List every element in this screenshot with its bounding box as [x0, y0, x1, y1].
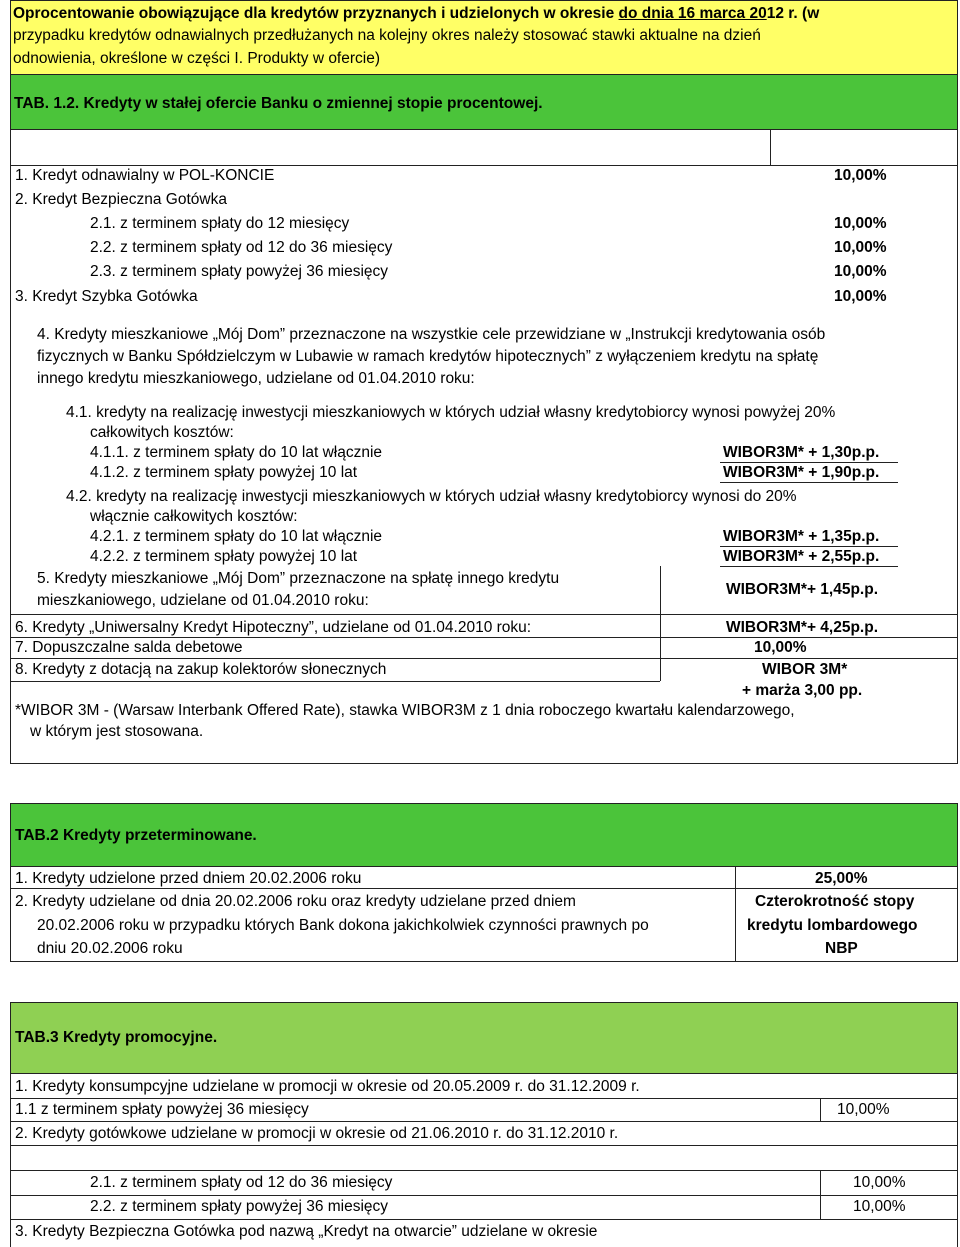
tab3-row21: 2.1. z terminem spłaty od 12 do 36 miesięcy [90, 1174, 393, 1191]
header-note-line2: przypadku kredytów odnawialnych przedłużanych na kolejny okres należy stosować stawki aktualne na dzień [13, 27, 761, 44]
tab12-item8-rate2: + marża 3,00 pp. [742, 682, 863, 699]
tab12-item42-line2: włącznie całkowitych kosztów: [90, 508, 298, 525]
tab12-row-1: 1. Kredyt odnawialny w POL-KONCIE [15, 167, 275, 184]
tab12-item5-rate: WIBOR3M*+ 1,45p.p. [726, 581, 879, 598]
tab12-row-3: 3. Kredyt Szybka Gotówka [15, 288, 198, 305]
tab12-item7: 7. Dopuszczalne salda debetowe [15, 639, 243, 656]
tab12-item422-rate: WIBOR3M* + 2,55p.p. [723, 548, 880, 565]
tab12-item8-rate1: WIBOR 3M* [762, 661, 848, 678]
tab2-row2-line2: 20.02.2006 roku w przypadku których Bank dokona jakichkolwiek czynności prawnych po [37, 917, 649, 934]
tab3-row3: 3. Kredyty Bezpieczna Gotówka pod nazwą „Kredyt na otwarcie” udzielane w okresie [15, 1223, 598, 1240]
tab2-row2-rate3: NBP [825, 940, 858, 957]
tab2-row2-line3: dniu 20.02.2006 roku [37, 940, 183, 957]
tab12-row-3-rate: 10,00% [834, 288, 887, 305]
tab12-row-23-rate: 10,00% [834, 263, 887, 280]
tab12-item42-line1: 4.2. kredyty na realizację inwestycji mieszkaniowych w których udział własny kredytobiorcy wynosi do 20% [66, 488, 797, 505]
tab12-row-2: 2. Kredyt Bezpieczna Gotówka [15, 191, 227, 208]
tab3-row22: 2.2. z terminem spłaty powyżej 36 miesięcy [90, 1198, 389, 1215]
tab12-row-22-rate: 10,00% [834, 239, 887, 256]
tab12-item411-rate: WIBOR3M* + 1,30p.p. [723, 444, 880, 461]
header-note-line1: Oprocentowanie obowiązujące dla kredytów przyznanych i udzielonych w okresie do dnia 16 marca 2012 r. (w [13, 5, 820, 22]
tab12-item6: 6. Kredyty „Uniwersalny Kredyt Hipoteczny”, udzielane od 01.04.2010 roku: [15, 619, 532, 636]
tab12-item411: 4.1.1. z terminem spłaty do 10 lat włącznie [90, 444, 383, 461]
header-note-line3: odnowienia, określone w części I. Produkty w ofercie) [13, 50, 380, 67]
tab12-item421-rate: WIBOR3M* + 1,35p.p. [723, 528, 880, 545]
tab12-title: TAB. 1.2. Kredyty w stałej ofercie Banku o zmiennej stopie procentowej. [14, 95, 543, 112]
tab2-row2-rate1: Czterokrotność stopy [755, 893, 915, 910]
tab12-item8: 8. Kredyty z dotacją na zakup kolektorów słonecznych [15, 661, 387, 678]
tab12-item4-line2: fizycznych w Banku Spółdzielczym w Lubawie w ramach kredytów hipotecznych” z wyłączeniem kredytu na spłatę [37, 348, 819, 365]
tab3-row21-rate: 10,00% [853, 1174, 906, 1191]
tab12-footnote-line2: w którym jest stosowana. [30, 723, 204, 740]
tab12-item5-line2: mieszkaniowego, udzielane od 01.04.2010 roku: [37, 592, 369, 609]
tab12-row-22: 2.2. z terminem spłaty od 12 do 36 miesięcy [90, 239, 393, 256]
tab12-item421: 4.2.1. z terminem spłaty do 10 lat włącznie [90, 528, 383, 545]
tab12-item412-rate: WIBOR3M* + 1,90p.p. [723, 464, 880, 481]
tab12-item41-line2: całkowitych kosztów: [90, 424, 234, 441]
tab3-row2: 2. Kredyty gotówkowe udzielane w promocji w okresie od 21.06.2010 r. do 31.12.2010 r. [15, 1125, 619, 1142]
tab12-row-21: 2.1. z terminem spłaty do 12 miesięcy [90, 215, 350, 232]
tab2-row2-line1: 2. Kredyty udzielane od dnia 20.02.2006 roku oraz kredyty udzielane przed dniem [15, 893, 576, 910]
tab12-item422: 4.2.2. z terminem spłaty powyżej 10 lat [90, 548, 358, 565]
tab12-item7-rate: 10,00% [754, 639, 807, 656]
tab3-title: TAB.3 Kredyty promocyjne. [15, 1029, 218, 1046]
tab2-row1: 1. Kredyty udzielone przed dniem 20.02.2006 roku [15, 870, 362, 887]
tab3-row11: 1.1 z terminem spłaty powyżej 36 miesięcy [15, 1101, 309, 1118]
tab12-item41-line1: 4.1. kredyty na realizację inwestycji mieszkaniowych w których udział własny kredytobiorcy wynosi powyżej 20% [66, 404, 836, 421]
tab3-row22-rate: 10,00% [853, 1198, 906, 1215]
tab2-title: TAB.2 Kredyty przeterminowane. [15, 827, 257, 844]
tab12-item4-line1: 4. Kredyty mieszkaniowe „Mój Dom” przeznaczone na wszystkie cele przewidziane w „Instrukcji kredytowania osób [37, 326, 826, 343]
tab12-row-23: 2.3. z terminem spłaty powyżej 36 miesięcy [90, 263, 389, 280]
tab12-row-21-rate: 10,00% [834, 215, 887, 232]
tab12-item4-line3: innego kredytu mieszkaniowego, udzielane od 01.04.2010 roku: [37, 370, 475, 387]
tab2-row1-rate: 25,00% [815, 870, 868, 887]
tab12-footnote-line1: *WIBOR 3M - (Warsaw Interbank Offered Rate), stawka WIBOR3M z 1 dnia roboczego kwartału kalendarzowego, [15, 702, 795, 719]
tab12-row-1-rate: 10,00% [834, 167, 887, 184]
tab3-row11-rate: 10,00% [837, 1101, 890, 1118]
tab2-row2-rate2: kredytu lombardowego [747, 917, 918, 934]
tab12-item6-rate: WIBOR3M*+ 4,25p.p. [726, 619, 879, 636]
tab3-row1: 1. Kredyty konsumpcyjne udzielane w promocji w okresie od 20.05.2009 r. do 31.12.2009 r. [15, 1078, 640, 1095]
tab12-item412: 4.1.2. z terminem spłaty powyżej 10 lat [90, 464, 358, 481]
tab12-item5-line1: 5. Kredyty mieszkaniowe „Mój Dom” przeznaczone na spłatę innego kredytu [37, 570, 560, 587]
